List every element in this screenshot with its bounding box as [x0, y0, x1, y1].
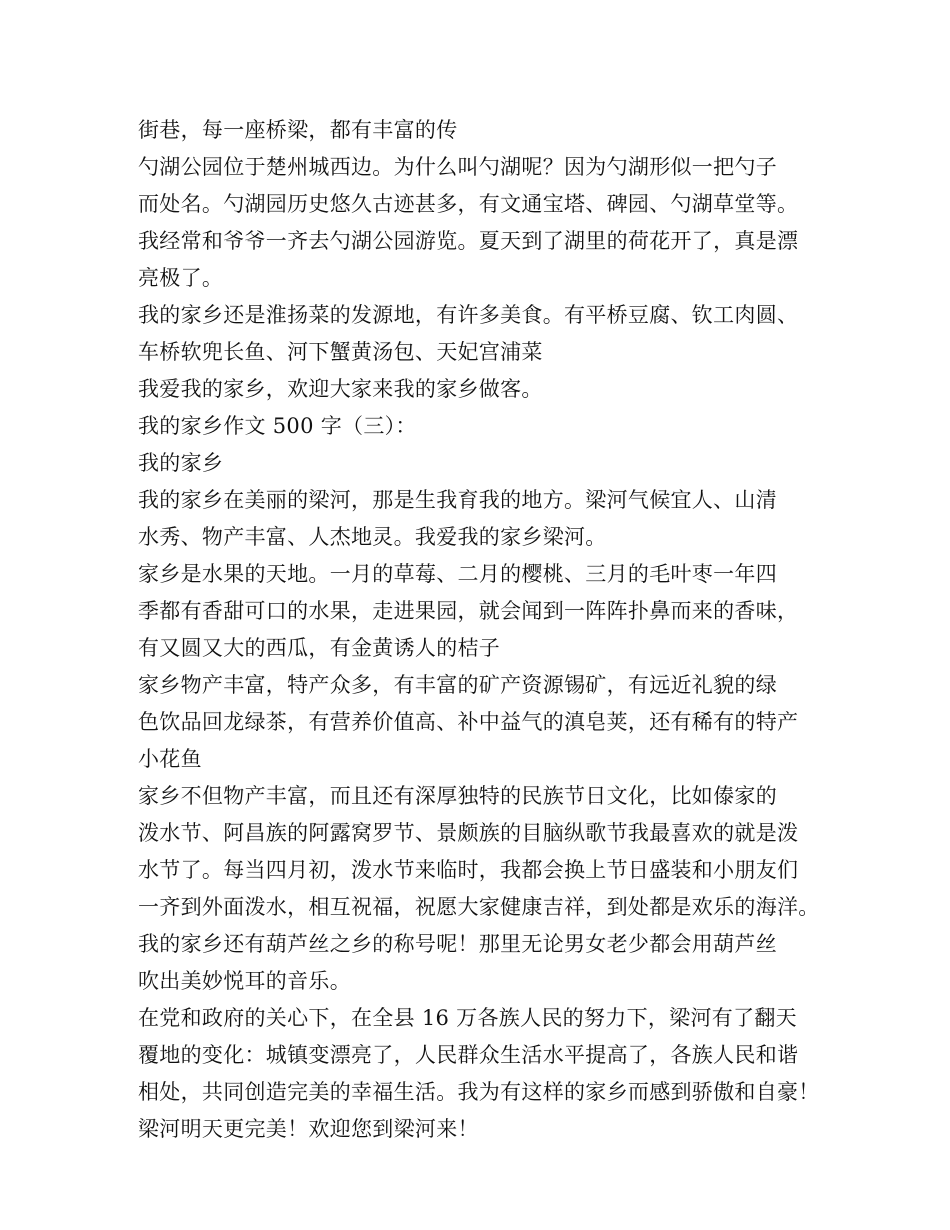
- text-line: 相处，共同创造完美的幸福生活。我为有这样的家乡而感到骄傲和自豪！: [138, 1080, 820, 1104]
- text-line: 泼水节、阿昌族的阿露窝罗节、景颇族的目脑纵歌节我最喜欢的就是泼: [138, 821, 799, 845]
- text-line: 梁河明天更完美！欢迎您到梁河来！: [138, 1117, 479, 1141]
- text-line: 而处名。勺湖园历史悠久古迹甚多，有文通宝塔、碑园、勺湖草堂等。: [138, 192, 799, 216]
- text-line: 小花鱼: [138, 747, 202, 771]
- text-line: 家乡是水果的天地。一月的草莓、二月的樱桃、三月的毛叶枣一年四: [138, 562, 777, 586]
- text-line: 我的家乡还有葫芦丝之乡的称号呢！那里无论男女老少都会用葫芦丝: [138, 932, 777, 956]
- text-line: 亮极了。: [138, 266, 224, 290]
- text-line: 我的家乡在美丽的梁河，那是生我育我的地方。梁河气候宜人、山清: [138, 488, 777, 512]
- section-subtitle: 我的家乡: [138, 451, 224, 475]
- text-line: 季都有香甜可口的水果，走进果园，就会闻到一阵阵扑鼻而来的香味，: [138, 599, 799, 623]
- text-line: 勺湖公园位于楚州城西边。为什么叫勺湖呢？因为勺湖形似一把勺子: [138, 155, 777, 179]
- text-line: 街巷，每一座桥梁，都有丰富的传: [138, 118, 458, 142]
- text-line: 家乡不但物产丰富，而且还有深厚独特的民族节日文化，比如傣家的: [138, 784, 777, 808]
- text-line: 水节了。每当四月初，泼水节来临时，我都会换上节日盛装和小朋友们: [138, 858, 799, 882]
- text-line: 一齐到外面泼水，相互祝福，祝愿大家健康吉祥，到处都是欢乐的海洋。: [138, 895, 820, 919]
- text-line: 我的家乡还是淮扬菜的发源地，有许多美食。有平桥豆腐、钦工肉圆、: [138, 303, 799, 327]
- text-line: 车桥软兜长鱼、河下蟹黄汤包、天妃宫浦菜: [138, 340, 543, 364]
- text-line: 吹出美妙悦耳的音乐。: [138, 969, 351, 993]
- document-body: [138, 112, 838, 1148]
- text-line: 我经常和爷爷一齐去勺湖公园游览。夏天到了湖里的荷花开了，真是漂: [138, 229, 799, 253]
- text-line: 在党和政府的关心下，在全县 16 万各族人民的努力下，梁河有了翻天: [138, 1006, 797, 1030]
- text-line: 色饮品回龙绿茶，有营养价值高、补中益气的滇皂荚，还有稀有的特产: [138, 710, 799, 734]
- text-line: 覆地的变化：城镇变漂亮了，人民群众生活水平提高了，各族人民和谐: [138, 1043, 799, 1067]
- text-line: 我爱我的家乡，欢迎大家来我的家乡做客。: [138, 377, 543, 401]
- section-heading: 我的家乡作文 500 字（三）：: [138, 414, 417, 438]
- text-line: 家乡物产丰富，特产众多，有丰富的矿产资源锡矿，有远近礼貌的绿: [138, 673, 777, 697]
- text-line: 有又圆又大的西瓜，有金黄诱人的桔子: [138, 636, 501, 660]
- text-line: 水秀、物产丰富、人杰地灵。我爱我的家乡梁河。: [138, 525, 607, 549]
